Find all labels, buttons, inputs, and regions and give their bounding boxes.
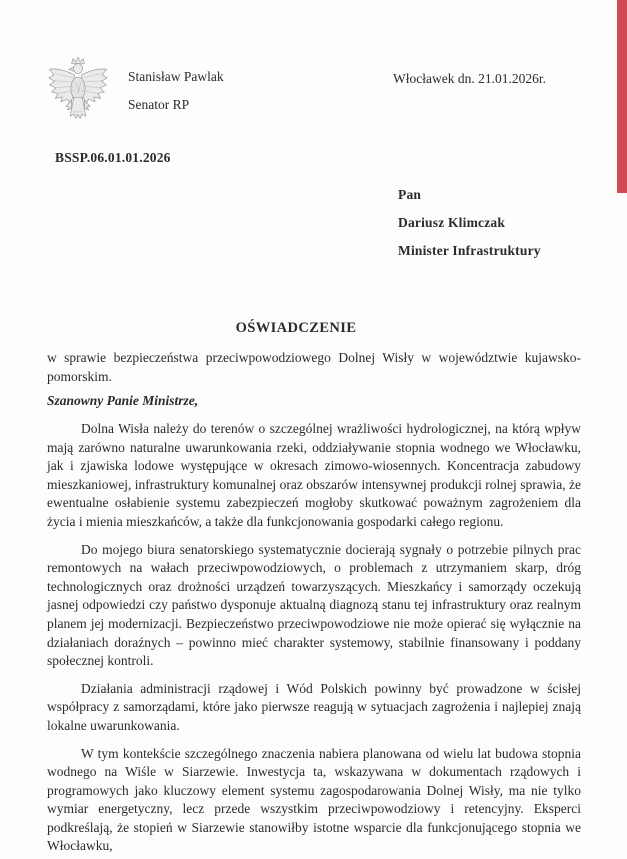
body-paragraph-3: Działania administracji rządowej i Wód Polskich powinny być prowadzone w ścisłej współpracy z samorządami, które jako pierwsze reagują w sytuacjach zagrożenia i najlepiej znają lokalne uwarunkowania. bbox=[47, 680, 581, 733]
letter-body bbox=[47, 320, 581, 859]
body-paragraph-2: Do mojego biura senatorskiego systematycznie docierają sygnały o potrzebie pilnych prac remontowych na wałach przeciwpowodziowych, o problemach z utrzymaniem skarp, dróg technologicznych oraz drożności urządzeń towarzyszących. Mieszkańcy i samorządy oczekują jasnej odpowiedzi czy państwo dysponuje aktualną diagnozą stanu tej infrastruktury oraz realnym planem jej modernizacji. Bezpieczeństwo przeciwpowodziowe nie może opierać się wyłącznie na działaniach doraźnych – powinno mieć charakter systemowy, stabilnie finansowany i poddany społecznej kontroli. bbox=[47, 541, 581, 669]
recipient-name: Dariusz Klimczak bbox=[398, 215, 506, 230]
polish-eagle-emblem bbox=[46, 55, 110, 129]
reference-number: BSSP.06.01.01.2026 bbox=[55, 150, 171, 165]
sender-name: Stanisław Pawlak bbox=[128, 69, 224, 84]
greeting-line: Szanowny Panie Ministrze, bbox=[47, 393, 199, 408]
recipient-salutation: Pan bbox=[398, 187, 422, 202]
document-title: OŚWIADCZENIE bbox=[235, 320, 357, 336]
document-subject: w sprawie bezpieczeństwa przeciwpowodziowego Dolnej Wisły w województwie kujawsko-pomorskim. bbox=[47, 350, 581, 384]
body-paragraph-1: Dolna Wisła należy do terenów o szczególnej wrażliwości hydrologicznej, na którą wpływ mają zarówno naturalne uwarunkowania rzeki, oddziaływanie stopnia wodnego we Włocławku, jak i zjawiska lodowe występujące w okresach zimowo-wiosennych. Koncentracja zabudowy mieszkaniowej, infrastruktury komunalnej oraz obszarów intensywnej produkcji rolnej sprawia, że ewentualne osłabienie systemu zabezpieczeń mogłoby skutkować poważnym zagrożeniem dla życia i mienia mieszkańców, a także dla funkcjonowania gospodarki całego regionu. bbox=[47, 421, 581, 529]
sender-title: Senator RP bbox=[128, 97, 190, 112]
body-paragraph-4: W tym kontekście szczególnego znaczenia nabiera planowana od wielu lat budowa stopnia wodnego na Wiśle w Siarzewie. Inwestycja ta, wskazywana w dokumentach rządowych i programowych jako kluczowy element systemu zagospodarowania Dolnej Wisły, ma nie tylko wymiar energetyczny, lecz przede wszystkim przeciwpowodziowy i retencyjny. Eksperci podkreślają, że stopień w Siarzewie stanowiłby istotne wsparcie dla funkcjonującego stopnia we Włocławku, bbox=[47, 745, 581, 854]
recipient-block bbox=[398, 181, 541, 265]
right-edge-accent-stripe bbox=[617, 0, 627, 193]
recipient-title: Minister Infrastruktury bbox=[398, 243, 541, 258]
place-date: Włocławek dn. 21.01.2026r. bbox=[393, 71, 546, 86]
